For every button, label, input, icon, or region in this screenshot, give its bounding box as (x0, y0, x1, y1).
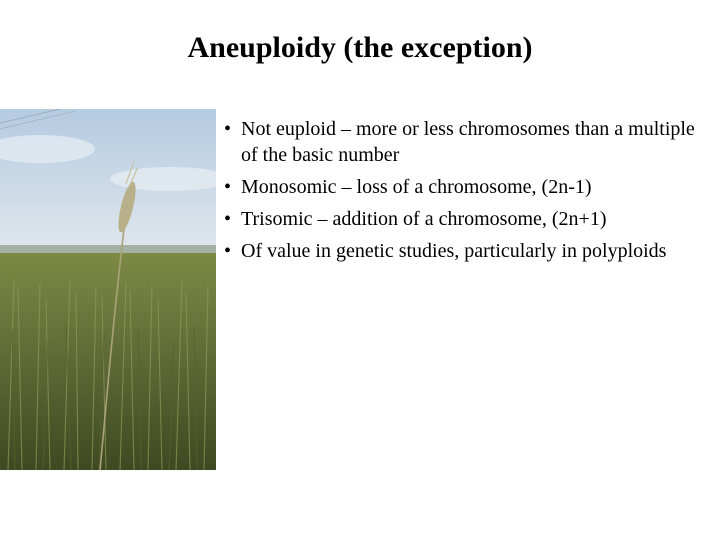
bullet-item (222, 206, 714, 232)
bullet-item (222, 238, 714, 264)
wheat-field-image (0, 109, 216, 470)
bullet-text: Monosomic – loss of a chromosome, (2n-1) (241, 176, 592, 198)
bullet-marker: • (224, 118, 232, 140)
bullet-text: Of value in genetic studies, particularly in polyploids (241, 240, 667, 262)
bullet-text: Trisomic – addition of a chromosome, (2n+1) (241, 208, 607, 230)
bullet-marker: • (224, 208, 232, 230)
slide-title: Aneuploidy (the exception) (187, 31, 533, 64)
bullet-item (222, 116, 714, 168)
bullet-text: Not euploid – more or less chromosomes than a multiple of the basic number (241, 118, 695, 166)
bullet-marker: • (224, 176, 232, 198)
bullet-marker: • (224, 240, 232, 262)
wheat-field (0, 253, 216, 470)
bullet-list (222, 116, 714, 270)
bullet-item (222, 174, 714, 200)
wheat-field-photo (0, 109, 216, 470)
